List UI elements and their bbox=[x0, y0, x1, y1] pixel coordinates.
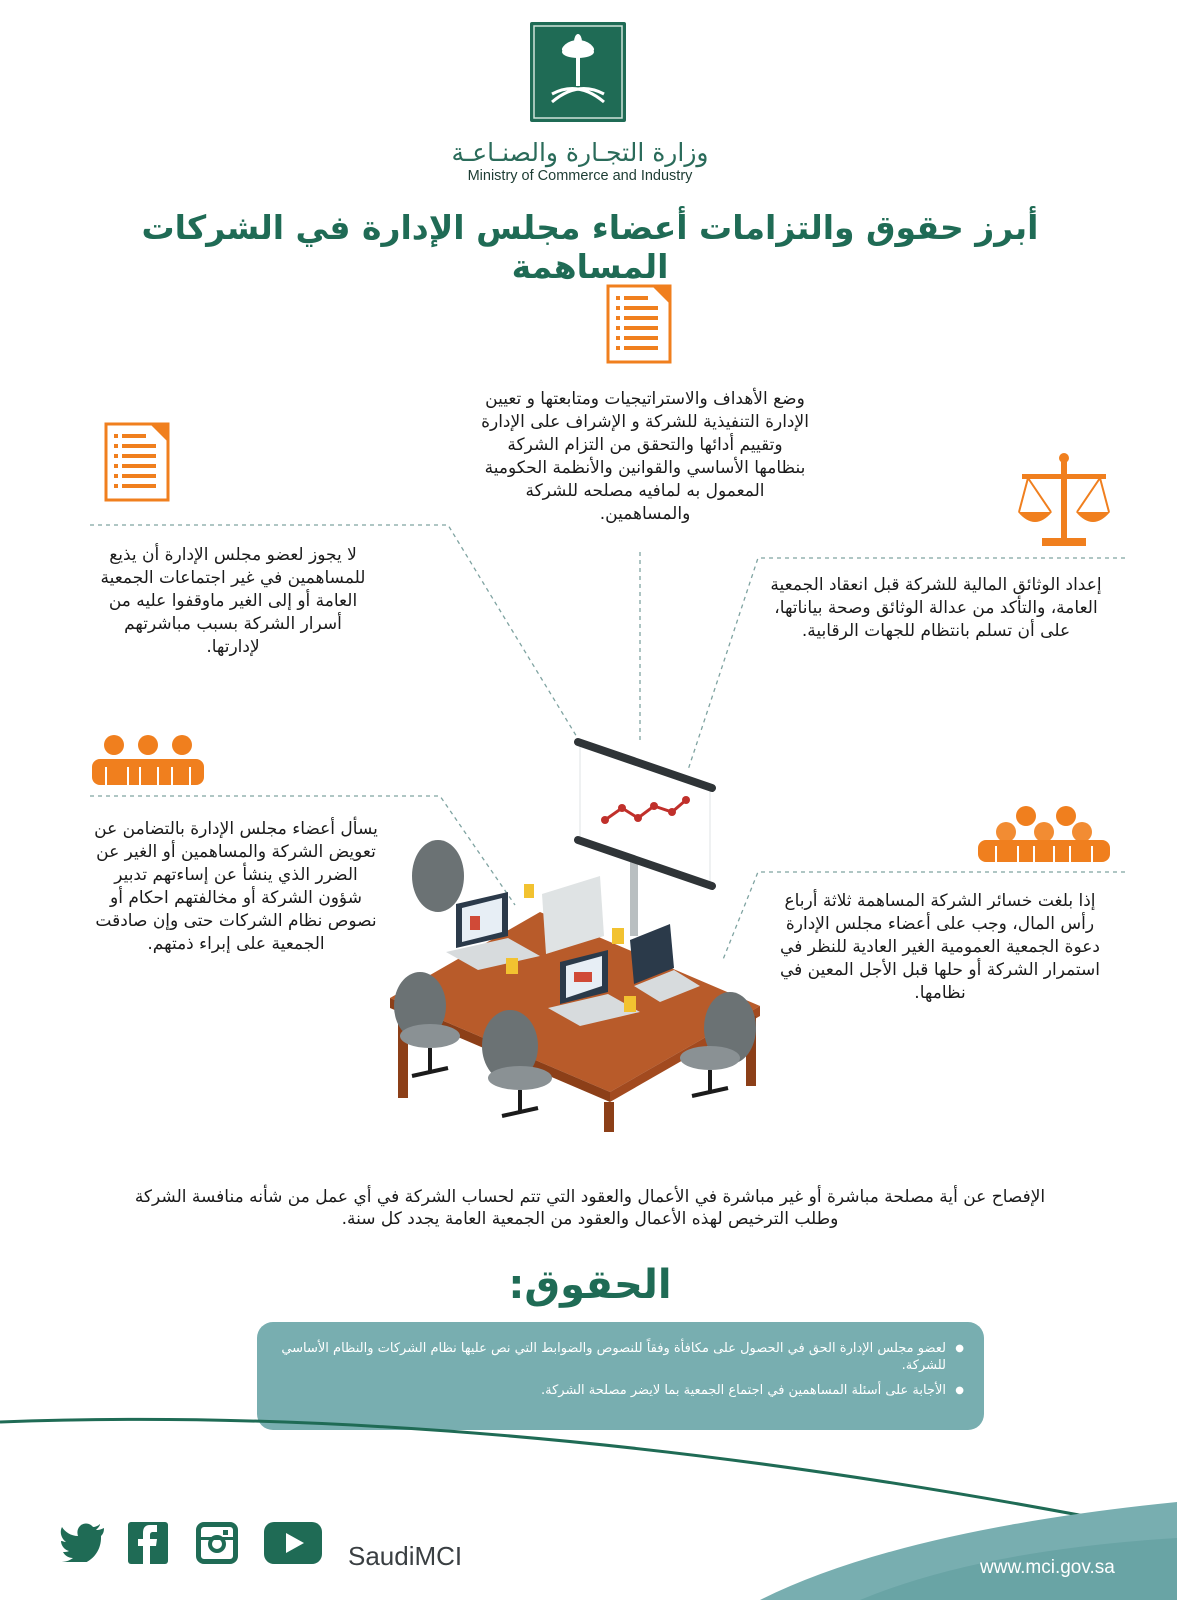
instagram-icon[interactable] bbox=[196, 1522, 238, 1564]
twitter-icon[interactable] bbox=[60, 1522, 106, 1562]
ministry-name-english: Ministry of Commerce and Industry bbox=[467, 168, 693, 184]
obligation-liability-text: يسأل أعضاء مجلس الإدارة بالتضامن عن تعويض الشركة والمساهمين أو الغير عن الضرر الذي ينشأ عن إساءتهم تدبير شؤون الشركة أو مخالفتهم احكام أو نصوص نظام الشركات حتى وإن صادقت الجمعية على إبراء ذمتهم. bbox=[94, 819, 378, 954]
obligation-strategy-text: وضع الأهداف والاستراتيجيات ومتابعتها و تعيين الإدارة التنفيذية للشركة و الإشراف على الإدارة وتقييم أدائها والتحقق من التزام الشركة بنظامها الأساسي والقوانين والأنظمة الحكومية المعمول به لمافيه مصلحه للشركة والمساهمين. bbox=[481, 389, 809, 524]
obligation-disclosure-text: الإفصاح عن أية مصلحة مباشرة أو غير مباشرة في الأعمال والعقود التي تتم لحساب الشركة في أي عمل من شأنه منافسة الشركة وطلب الترخيص لهذه الأعمال والعقود من الجمعية العامة يجدد كل سنة. bbox=[134, 1187, 1046, 1229]
rights-title: الحقوق: bbox=[508, 1262, 672, 1308]
ministry-name-arabic: وزارة التجـارة والصنـاعـة bbox=[451, 138, 709, 167]
meeting-room-illustration bbox=[390, 736, 790, 1134]
obligation-losses-text: إذا بلغت خسائر الشركة المساهمة ثلاثة أرباع رأس المال، وجب على أعضاء مجلس الإدارة دعوة الجمعية العمومية الغير العادية للنظر في استمرار الشركة أو حلها قبل الأجل المعين في نظامها. bbox=[779, 891, 1101, 1003]
obligation-confidentiality-text: لا يجوز لعضو مجلس الإدارة أن يذيع للمساهمين في غير اجتماعات الجمعية العامة أو إلى الغير ماوقفوا عليه من أسرار الشركة بسبب مباشرتهم لإدارتها. bbox=[100, 545, 366, 657]
website-link[interactable]: www.mci.gov.sa bbox=[980, 1557, 1115, 1578]
rights-item: ● لعضو مجلس الإدارة الحق في الحصول على مكافأة وفقاً للنصوص والضوابط التي نص عليها نظام الشركات والنظام الأساسي للشركة. bbox=[277, 1340, 946, 1374]
page-title: أبرز حقوق والتزامات أعضاء مجلس الإدارة في الشركات المساهمة bbox=[141, 208, 1039, 286]
rights-item: ● الأجابة على أسئلة المساهمين في اجتماع الجمعية بما لايضر مصلحة الشركة. bbox=[277, 1382, 946, 1399]
rights-list bbox=[277, 1340, 964, 1399]
obligation-financial-docs-text: إعداد الوثائق المالية للشركة قبل انعقاد الجمعية العامة، والتأكد من عدالة الوثائق وصحة بياناتها، على أن تسلم بانتظام للجهات الرقابية. bbox=[770, 575, 1102, 641]
social-handle[interactable]: SaudiMCI bbox=[348, 1541, 463, 1571]
facebook-icon[interactable] bbox=[128, 1522, 168, 1564]
youtube-icon[interactable] bbox=[264, 1522, 322, 1564]
